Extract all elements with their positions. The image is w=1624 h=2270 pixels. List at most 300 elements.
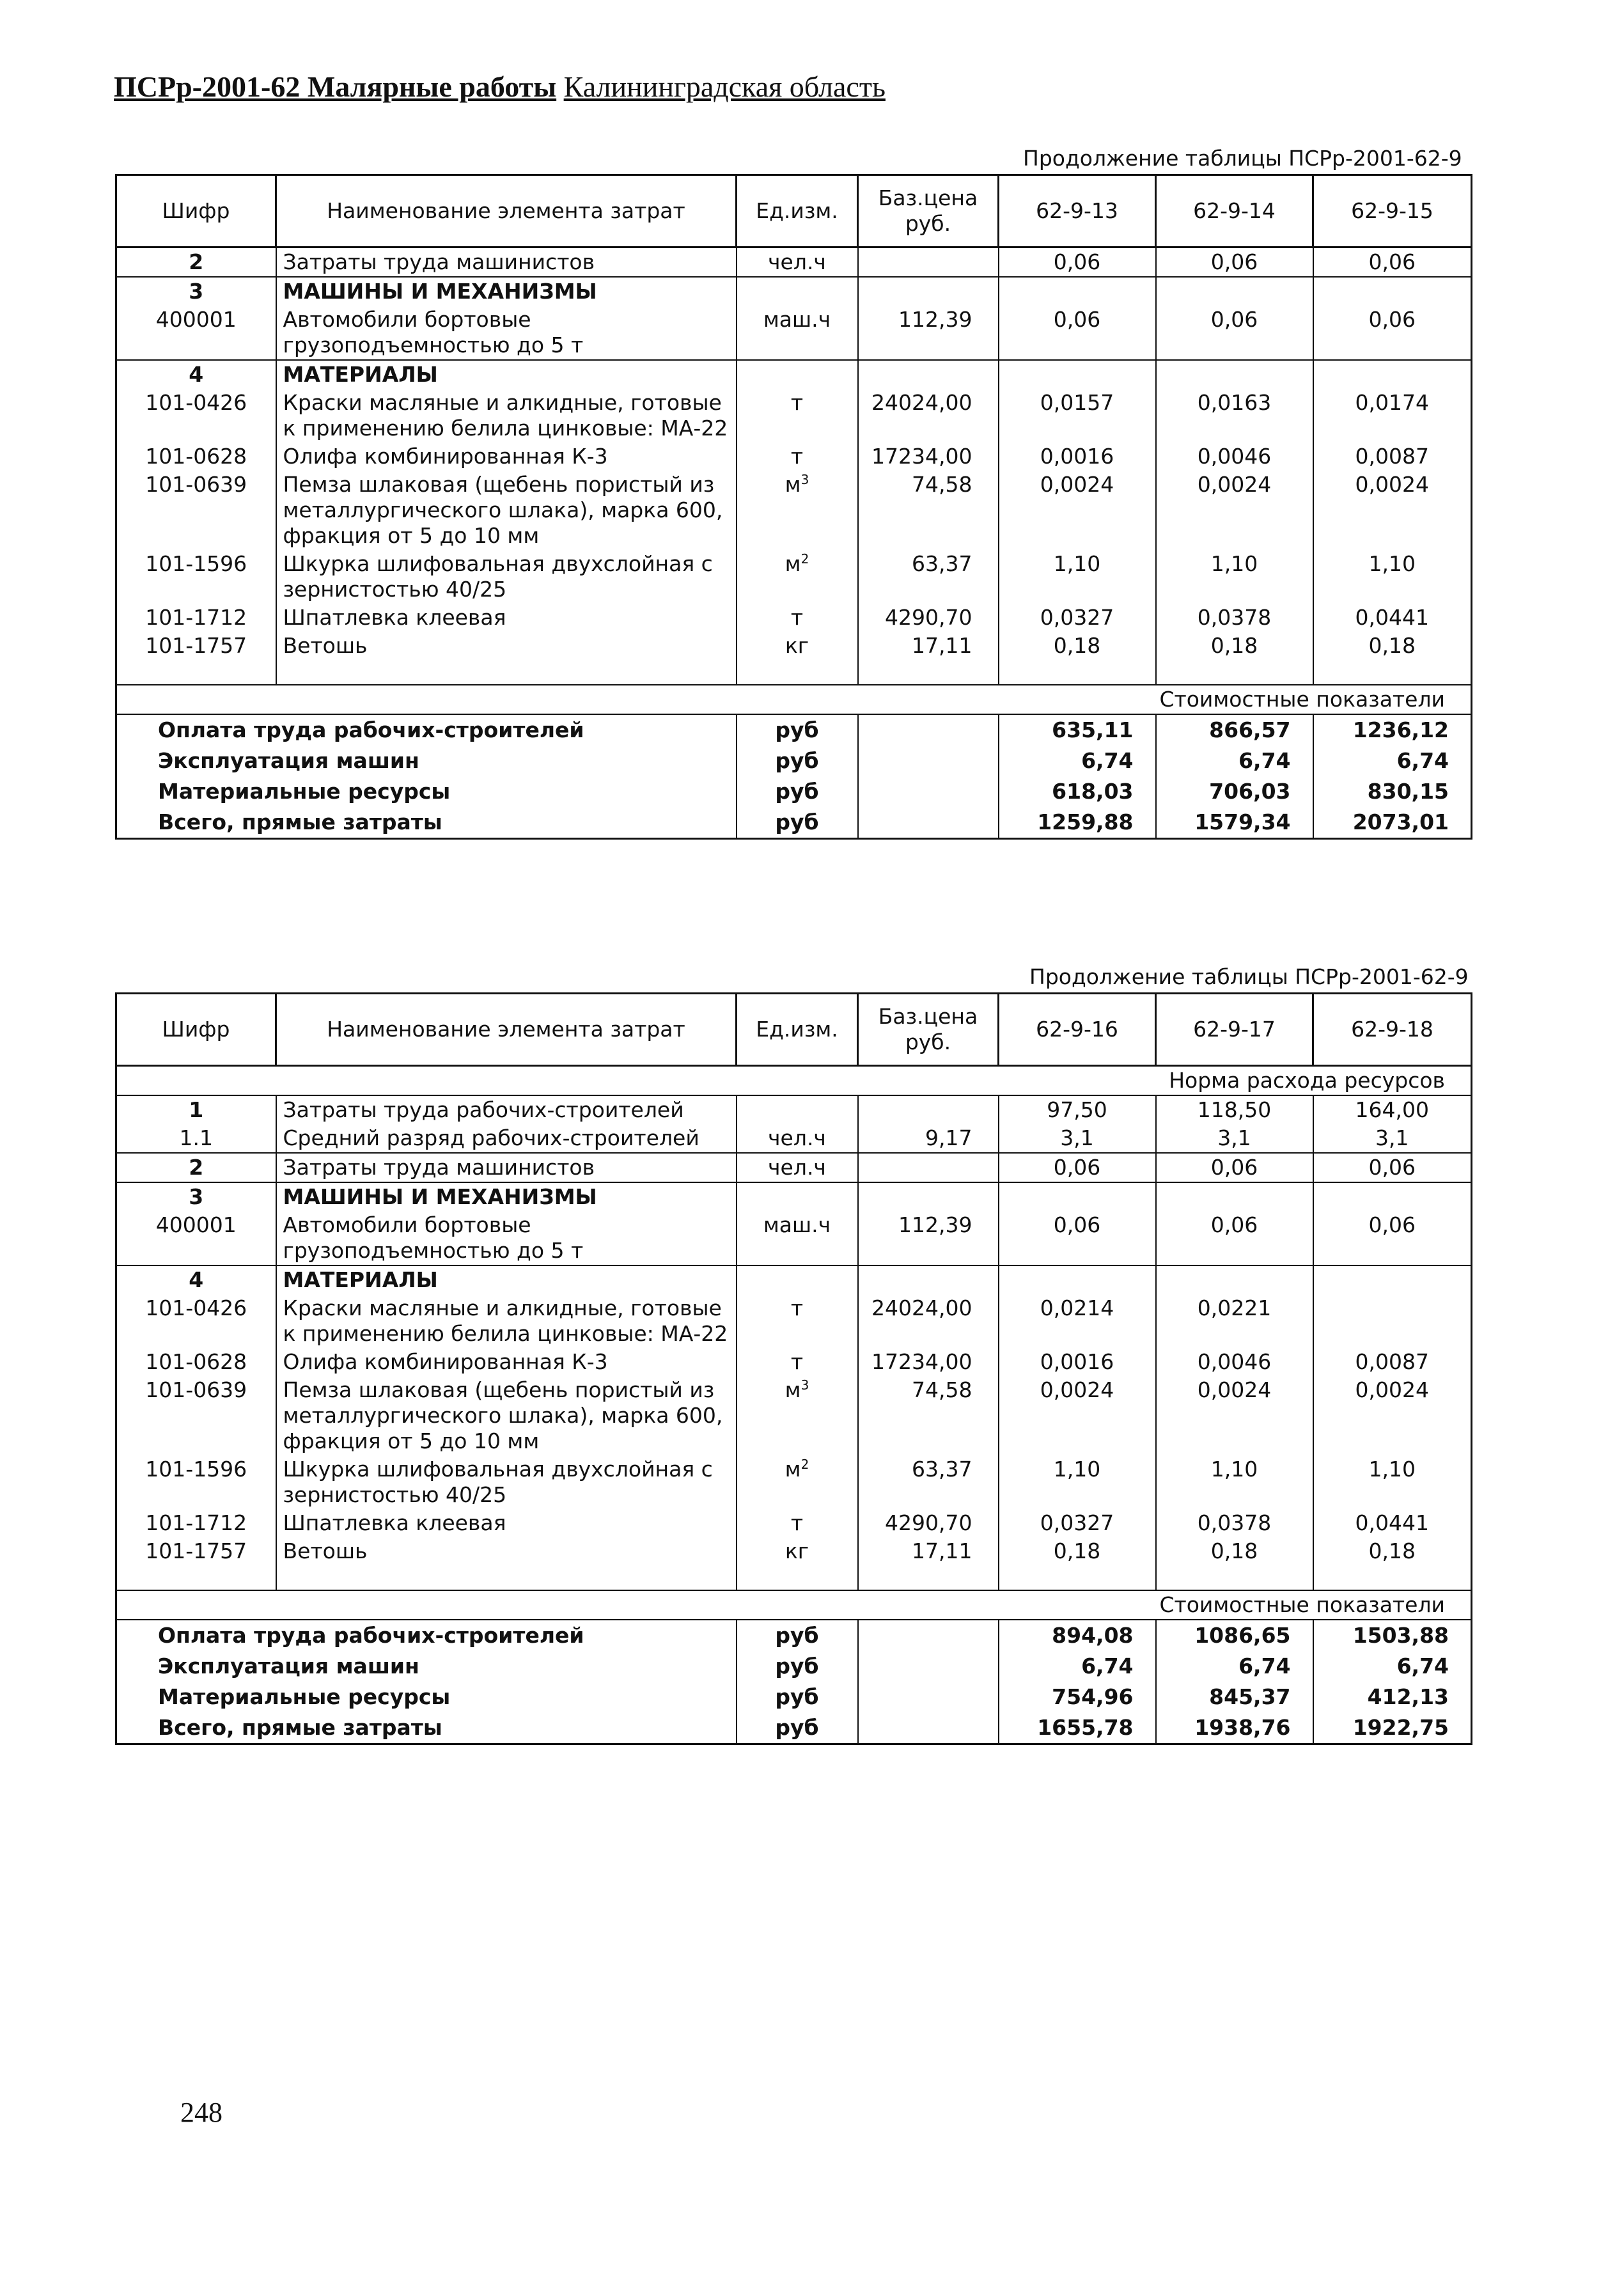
row-price: 17234,00 bbox=[858, 442, 999, 471]
row-name: Автомобили бортовые грузоподъемностью до 5 т bbox=[276, 1211, 737, 1265]
total-value-2: 6,74 bbox=[1156, 746, 1313, 776]
spacer-cell bbox=[276, 660, 737, 685]
table-row bbox=[116, 1095, 1472, 1124]
row-value-2: 0,18 bbox=[1156, 1537, 1313, 1565]
row-name: Шпатлевка клеевая bbox=[276, 1509, 737, 1537]
row-code: 2 bbox=[116, 247, 276, 278]
row-value-2: 0,0024 bbox=[1156, 1376, 1313, 1455]
row-value-1: 0,0157 bbox=[999, 389, 1156, 442]
row-unit bbox=[737, 1348, 858, 1376]
row-value-3: 0,06 bbox=[1313, 1153, 1472, 1182]
table-row bbox=[116, 550, 1472, 604]
spacer-cell bbox=[1156, 660, 1313, 685]
total-value-3: 830,15 bbox=[1313, 776, 1472, 807]
row-name: МАТЕРИАЛЫ bbox=[276, 1265, 737, 1294]
total-value-1: 1655,78 bbox=[999, 1712, 1156, 1744]
row-unit bbox=[737, 360, 858, 389]
row-price: 9,17 bbox=[858, 1124, 999, 1153]
row-unit bbox=[737, 1537, 858, 1565]
total-value-2: 1579,34 bbox=[1156, 807, 1313, 839]
row-value-2: 0,0163 bbox=[1156, 389, 1313, 442]
header-title: ПСРр-2001-62 Малярные работы bbox=[114, 70, 557, 103]
col-code-header: Шифр bbox=[116, 994, 276, 1066]
norm-label-row bbox=[116, 1066, 1472, 1096]
row-name: Краски масляные и алкидные, готовые к применению белила цинковые: МА-22 bbox=[276, 389, 737, 442]
row-code: 101-0426 bbox=[116, 389, 276, 442]
total-name: Оплата труда рабочих-строителей bbox=[116, 1620, 737, 1651]
total-row bbox=[116, 746, 1472, 776]
total-price-empty bbox=[858, 776, 999, 807]
row-value-3: 0,06 bbox=[1313, 306, 1472, 360]
row-unit bbox=[737, 1509, 858, 1537]
row-value-3: 3,1 bbox=[1313, 1124, 1472, 1153]
total-price-empty bbox=[858, 1682, 999, 1712]
row-name: Краски масляные и алкидные, готовые к применению белила цинковые: МА-22 bbox=[276, 1294, 737, 1348]
row-value-1: 97,50 bbox=[999, 1095, 1156, 1124]
row-name: Олифа комбинированная К-3 bbox=[276, 1348, 737, 1376]
table-row bbox=[116, 1376, 1472, 1455]
row-name: Автомобили бортовые грузоподъемностью до 5 т bbox=[276, 306, 737, 360]
total-row bbox=[116, 1651, 1472, 1682]
total-value-1: 6,74 bbox=[999, 1651, 1156, 1682]
total-value-3: 1236,12 bbox=[1313, 714, 1472, 746]
row-name: МАШИНЫ И МЕХАНИЗМЫ bbox=[276, 277, 737, 306]
table-row bbox=[116, 306, 1472, 360]
cost-label-row bbox=[116, 1590, 1472, 1620]
row-price: 24024,00 bbox=[858, 389, 999, 442]
total-value-3: 6,74 bbox=[1313, 746, 1472, 776]
row-unit bbox=[737, 1095, 858, 1124]
row-value-3 bbox=[1313, 1182, 1472, 1211]
row-price bbox=[858, 1265, 999, 1294]
row-value-1: 0,0214 bbox=[999, 1294, 1156, 1348]
row-price: 63,37 bbox=[858, 1455, 999, 1509]
spacer-cell bbox=[999, 660, 1156, 685]
row-value-2 bbox=[1156, 1265, 1313, 1294]
total-row bbox=[116, 807, 1472, 839]
row-unit bbox=[737, 1455, 858, 1509]
row-name: МАШИНЫ И МЕХАНИЗМЫ bbox=[276, 1182, 737, 1211]
row-value-3 bbox=[1313, 1265, 1472, 1294]
row-value-2: 0,0024 bbox=[1156, 471, 1313, 550]
total-value-2: 1086,65 bbox=[1156, 1620, 1313, 1651]
row-name: Олифа комбинированная К-3 bbox=[276, 442, 737, 471]
table-grid bbox=[115, 174, 1472, 840]
row-unit-text: м bbox=[785, 1457, 801, 1482]
total-price-empty bbox=[858, 807, 999, 839]
row-value-3: 0,06 bbox=[1313, 1211, 1472, 1265]
row-value-3 bbox=[1313, 360, 1472, 389]
row-value-2: 3,1 bbox=[1156, 1124, 1313, 1153]
row-value-2 bbox=[1156, 277, 1313, 306]
row-unit bbox=[737, 550, 858, 604]
table-grid bbox=[115, 992, 1472, 1745]
total-unit: руб bbox=[737, 1620, 858, 1651]
total-name: Оплата труда рабочих-строителей bbox=[116, 714, 737, 746]
table-row bbox=[116, 604, 1472, 632]
row-name: Шкурка шлифовальная двухслойная с зернистостью 40/25 bbox=[276, 1455, 737, 1509]
row-unit-text: м bbox=[785, 1377, 801, 1402]
row-unit bbox=[737, 247, 858, 278]
total-unit: руб bbox=[737, 1682, 858, 1712]
row-value-1 bbox=[999, 1265, 1156, 1294]
total-value-3: 1503,88 bbox=[1313, 1620, 1472, 1651]
total-name: Всего, прямые затраты bbox=[116, 807, 737, 839]
row-price: 17234,00 bbox=[858, 1348, 999, 1376]
total-row bbox=[116, 1712, 1472, 1744]
total-name: Материальные ресурсы bbox=[116, 776, 737, 807]
row-price: 17,11 bbox=[858, 632, 999, 660]
col-v1-header: 62-9-13 bbox=[999, 175, 1156, 247]
row-value-2: 0,06 bbox=[1156, 247, 1313, 278]
row-value-2: 0,0221 bbox=[1156, 1294, 1313, 1348]
row-value-2: 0,0046 bbox=[1156, 442, 1313, 471]
table-row bbox=[116, 360, 1472, 389]
total-value-3: 6,74 bbox=[1313, 1651, 1472, 1682]
row-value-2: 0,06 bbox=[1156, 306, 1313, 360]
row-value-2: 118,50 bbox=[1156, 1095, 1313, 1124]
total-value-1: 618,03 bbox=[999, 776, 1156, 807]
col-v1-header: 62-9-16 bbox=[999, 994, 1156, 1066]
total-unit: руб bbox=[737, 1651, 858, 1682]
table-row bbox=[116, 471, 1472, 550]
row-unit bbox=[737, 604, 858, 632]
row-value-1: 0,06 bbox=[999, 1211, 1156, 1265]
spacer-cell bbox=[116, 660, 276, 685]
row-price bbox=[858, 277, 999, 306]
total-value-2: 845,37 bbox=[1156, 1682, 1313, 1712]
total-unit: руб bbox=[737, 714, 858, 746]
table-row bbox=[116, 1153, 1472, 1182]
row-unit bbox=[737, 442, 858, 471]
col-name-header: Наименование элемента затрат bbox=[276, 175, 737, 247]
row-name: Шпатлевка клеевая bbox=[276, 604, 737, 632]
row-code: 101-1757 bbox=[116, 632, 276, 660]
row-value-3 bbox=[1313, 1294, 1472, 1348]
col-v3-header: 62-9-18 bbox=[1313, 994, 1472, 1066]
spacer-cell bbox=[999, 1565, 1156, 1590]
total-name: Материальные ресурсы bbox=[116, 1682, 737, 1712]
row-value-1 bbox=[999, 360, 1156, 389]
table-row bbox=[116, 389, 1472, 442]
row-unit-text: чел.ч bbox=[768, 1155, 826, 1180]
cost-label: Стоимостные показатели bbox=[116, 1590, 1472, 1620]
total-unit: руб bbox=[737, 807, 858, 839]
row-unit-sup: 2 bbox=[800, 551, 809, 567]
row-value-2: 0,18 bbox=[1156, 632, 1313, 660]
row-price: 4290,70 bbox=[858, 1509, 999, 1537]
row-code: 101-0639 bbox=[116, 471, 276, 550]
row-value-2 bbox=[1156, 360, 1313, 389]
row-value-3: 0,0174 bbox=[1313, 389, 1472, 442]
row-value-2: 1,10 bbox=[1156, 1455, 1313, 1509]
spacer-row bbox=[116, 1565, 1472, 1590]
row-value-1: 0,0024 bbox=[999, 1376, 1156, 1455]
row-unit bbox=[737, 1376, 858, 1455]
spacer-cell bbox=[737, 1565, 858, 1590]
row-price bbox=[858, 1153, 999, 1182]
row-unit bbox=[737, 1211, 858, 1265]
col-name-header: Наименование элемента затрат bbox=[276, 994, 737, 1066]
total-value-1: 6,74 bbox=[999, 746, 1156, 776]
total-value-1: 635,11 bbox=[999, 714, 1156, 746]
row-price: 74,58 bbox=[858, 1376, 999, 1455]
row-price bbox=[858, 1095, 999, 1124]
row-unit bbox=[737, 471, 858, 550]
col-code-header: Шифр bbox=[116, 175, 276, 247]
row-value-2: 0,0046 bbox=[1156, 1348, 1313, 1376]
row-code: 101-0639 bbox=[116, 1376, 276, 1455]
row-code: 101-1596 bbox=[116, 550, 276, 604]
row-name: Ветошь bbox=[276, 632, 737, 660]
table-row bbox=[116, 1537, 1472, 1565]
row-unit bbox=[737, 1294, 858, 1348]
row-unit-text: м bbox=[785, 551, 801, 576]
row-value-1: 0,0327 bbox=[999, 604, 1156, 632]
table-row bbox=[116, 1509, 1472, 1537]
row-name: Ветошь bbox=[276, 1537, 737, 1565]
row-code: 101-0426 bbox=[116, 1294, 276, 1348]
total-value-2: 1938,76 bbox=[1156, 1712, 1313, 1744]
total-name: Эксплуатация машин bbox=[116, 746, 737, 776]
row-code: 101-1712 bbox=[116, 1509, 276, 1537]
row-code: 400001 bbox=[116, 306, 276, 360]
spacer-cell bbox=[276, 1565, 737, 1590]
spacer-cell bbox=[858, 1565, 999, 1590]
row-unit-sup: 2 bbox=[800, 1457, 809, 1472]
col-v2-header: 62-9-17 bbox=[1156, 994, 1313, 1066]
row-unit-sup: 3 bbox=[800, 472, 809, 487]
row-value-2 bbox=[1156, 1182, 1313, 1211]
page-number: 248 bbox=[180, 2097, 223, 2128]
table-row bbox=[116, 277, 1472, 306]
row-unit bbox=[737, 632, 858, 660]
total-value-1: 754,96 bbox=[999, 1682, 1156, 1712]
row-name: Пемза шлаковая (щебень пористый из металлургического шлака), марка 600, фракция от 5 до 10 мм bbox=[276, 471, 737, 550]
row-unit-text: чел.ч bbox=[768, 1125, 826, 1150]
row-value-3: 0,0087 bbox=[1313, 442, 1472, 471]
row-value-1: 1,10 bbox=[999, 550, 1156, 604]
total-unit: руб bbox=[737, 746, 858, 776]
row-code: 3 bbox=[116, 1182, 276, 1211]
row-value-1: 0,06 bbox=[999, 306, 1156, 360]
row-price: 112,39 bbox=[858, 306, 999, 360]
table2-continuation: Продолжение таблицы ПСРр-2001-62-9 bbox=[1029, 964, 1469, 989]
row-value-3: 0,0441 bbox=[1313, 604, 1472, 632]
total-row bbox=[116, 1620, 1472, 1651]
row-unit-text: кг bbox=[785, 633, 809, 658]
row-code: 101-1596 bbox=[116, 1455, 276, 1509]
row-unit-text: маш.ч bbox=[763, 307, 831, 332]
row-unit-sup: 3 bbox=[800, 1377, 809, 1393]
row-value-1: 0,0016 bbox=[999, 1348, 1156, 1376]
row-value-1: 0,18 bbox=[999, 632, 1156, 660]
row-value-3: 1,10 bbox=[1313, 550, 1472, 604]
row-value-3: 0,18 bbox=[1313, 632, 1472, 660]
table-row bbox=[116, 1455, 1472, 1509]
row-code: 2 bbox=[116, 1153, 276, 1182]
row-price: 74,58 bbox=[858, 471, 999, 550]
col-price-header: Баз.цена руб. bbox=[858, 175, 999, 247]
row-value-3: 0,0441 bbox=[1313, 1509, 1472, 1537]
total-price-empty bbox=[858, 746, 999, 776]
row-value-3: 164,00 bbox=[1313, 1095, 1472, 1124]
row-name: МАТЕРИАЛЫ bbox=[276, 360, 737, 389]
spacer-cell bbox=[1313, 660, 1472, 685]
row-unit-text: т bbox=[790, 1349, 804, 1374]
resource-table-2 bbox=[115, 992, 1471, 1745]
row-value-1: 0,0016 bbox=[999, 442, 1156, 471]
row-unit-text: маш.ч bbox=[763, 1212, 831, 1237]
norm-label: Норма расхода ресурсов bbox=[116, 1066, 1472, 1096]
total-value-2: 706,03 bbox=[1156, 776, 1313, 807]
header-row bbox=[116, 175, 1472, 247]
row-value-1: 1,10 bbox=[999, 1455, 1156, 1509]
total-value-3: 1922,75 bbox=[1313, 1712, 1472, 1744]
header-region: Калининградская область bbox=[563, 70, 886, 103]
total-value-2: 866,57 bbox=[1156, 714, 1313, 746]
table-row bbox=[116, 442, 1472, 471]
row-value-1: 0,18 bbox=[999, 1537, 1156, 1565]
row-price: 63,37 bbox=[858, 550, 999, 604]
total-name: Эксплуатация машин bbox=[116, 1651, 737, 1682]
row-value-2: 0,06 bbox=[1156, 1153, 1313, 1182]
row-price: 112,39 bbox=[858, 1211, 999, 1265]
row-value-3: 0,06 bbox=[1313, 247, 1472, 278]
total-unit: руб bbox=[737, 776, 858, 807]
row-code: 1 bbox=[116, 1095, 276, 1124]
table-row bbox=[116, 1182, 1472, 1211]
table-row bbox=[116, 1348, 1472, 1376]
row-unit bbox=[737, 1265, 858, 1294]
resource-table-1 bbox=[115, 174, 1471, 840]
row-value-3: 0,0087 bbox=[1313, 1348, 1472, 1376]
cost-label-row bbox=[116, 685, 1472, 714]
row-unit-text: м bbox=[785, 472, 801, 497]
row-value-3: 1,10 bbox=[1313, 1455, 1472, 1509]
row-value-2: 1,10 bbox=[1156, 550, 1313, 604]
row-price: 17,11 bbox=[858, 1537, 999, 1565]
row-name: Шкурка шлифовальная двухслойная с зернистостью 40/25 bbox=[276, 550, 737, 604]
total-name: Всего, прямые затраты bbox=[116, 1712, 737, 1744]
total-price-empty bbox=[858, 1712, 999, 1744]
row-unit-text: т bbox=[790, 1510, 804, 1535]
row-code: 1.1 bbox=[116, 1124, 276, 1153]
row-value-1 bbox=[999, 1182, 1156, 1211]
row-unit-text: кг bbox=[785, 1538, 809, 1563]
spacer-cell bbox=[1156, 1565, 1313, 1590]
spacer-cell bbox=[858, 660, 999, 685]
row-code: 101-0628 bbox=[116, 1348, 276, 1376]
row-price: 4290,70 bbox=[858, 604, 999, 632]
row-unit bbox=[737, 1153, 858, 1182]
row-value-1: 3,1 bbox=[999, 1124, 1156, 1153]
row-code: 400001 bbox=[116, 1211, 276, 1265]
row-value-1: 0,0327 bbox=[999, 1509, 1156, 1537]
row-unit-text: т bbox=[790, 1295, 804, 1320]
row-value-2: 0,0378 bbox=[1156, 604, 1313, 632]
row-value-3: 0,18 bbox=[1313, 1537, 1472, 1565]
col-unit-header: Ед.изм. bbox=[737, 175, 858, 247]
row-code: 4 bbox=[116, 1265, 276, 1294]
row-unit bbox=[737, 277, 858, 306]
row-unit-text: т bbox=[790, 444, 804, 469]
table-row bbox=[116, 1124, 1472, 1153]
row-value-2: 0,06 bbox=[1156, 1211, 1313, 1265]
total-row bbox=[116, 714, 1472, 746]
row-unit-text: чел.ч bbox=[768, 249, 826, 274]
row-name: Затраты труда машинистов bbox=[276, 247, 737, 278]
total-row bbox=[116, 776, 1472, 807]
row-value-3: 0,0024 bbox=[1313, 471, 1472, 550]
col-price-header: Баз.цена руб. bbox=[858, 994, 999, 1066]
spacer-cell bbox=[116, 1565, 276, 1590]
total-value-2: 6,74 bbox=[1156, 1651, 1313, 1682]
total-price-empty bbox=[858, 1651, 999, 1682]
col-v3-header: 62-9-15 bbox=[1313, 175, 1472, 247]
row-price bbox=[858, 360, 999, 389]
total-value-1: 1259,88 bbox=[999, 807, 1156, 839]
row-name: Затраты труда рабочих-строителей bbox=[276, 1095, 737, 1124]
row-code: 4 bbox=[116, 360, 276, 389]
total-row bbox=[116, 1682, 1472, 1712]
spacer-cell bbox=[737, 660, 858, 685]
row-value-1 bbox=[999, 277, 1156, 306]
row-value-2: 0,0378 bbox=[1156, 1509, 1313, 1537]
total-value-1: 894,08 bbox=[999, 1620, 1156, 1651]
table-row bbox=[116, 247, 1472, 278]
row-unit bbox=[737, 306, 858, 360]
row-name: Средний разряд рабочих-строителей bbox=[276, 1124, 737, 1153]
table-row bbox=[116, 1265, 1472, 1294]
spacer-cell bbox=[1313, 1565, 1472, 1590]
row-code: 101-0628 bbox=[116, 442, 276, 471]
spacer-row bbox=[116, 660, 1472, 685]
row-value-3 bbox=[1313, 277, 1472, 306]
row-name: Затраты труда машинистов bbox=[276, 1153, 737, 1182]
header-row bbox=[116, 994, 1472, 1066]
row-code: 101-1712 bbox=[116, 604, 276, 632]
row-value-1: 0,06 bbox=[999, 1153, 1156, 1182]
table1-continuation: Продолжение таблицы ПСРр-2001-62-9 bbox=[1023, 146, 1462, 171]
row-unit-text: т bbox=[790, 605, 804, 630]
row-value-3: 0,0024 bbox=[1313, 1376, 1472, 1455]
cost-label: Стоимостные показатели bbox=[116, 685, 1472, 714]
row-code: 101-1757 bbox=[116, 1537, 276, 1565]
row-unit bbox=[737, 1124, 858, 1153]
document-header bbox=[114, 69, 886, 105]
row-unit-text: т bbox=[790, 390, 804, 415]
table-row bbox=[116, 1294, 1472, 1348]
row-value-1: 0,0024 bbox=[999, 471, 1156, 550]
row-price bbox=[858, 247, 999, 278]
row-price: 24024,00 bbox=[858, 1294, 999, 1348]
total-price-empty bbox=[858, 714, 999, 746]
row-name: Пемза шлаковая (щебень пористый из металлургического шлака), марка 600, фракция от 5 до 10 мм bbox=[276, 1376, 737, 1455]
total-unit: руб bbox=[737, 1712, 858, 1744]
col-unit-header: Ед.изм. bbox=[737, 994, 858, 1066]
row-code: 3 bbox=[116, 277, 276, 306]
table-row bbox=[116, 1211, 1472, 1265]
row-value-1: 0,06 bbox=[999, 247, 1156, 278]
col-v2-header: 62-9-14 bbox=[1156, 175, 1313, 247]
row-unit bbox=[737, 1182, 858, 1211]
total-value-3: 412,13 bbox=[1313, 1682, 1472, 1712]
total-value-3: 2073,01 bbox=[1313, 807, 1472, 839]
row-price bbox=[858, 1182, 999, 1211]
row-unit bbox=[737, 389, 858, 442]
total-price-empty bbox=[858, 1620, 999, 1651]
